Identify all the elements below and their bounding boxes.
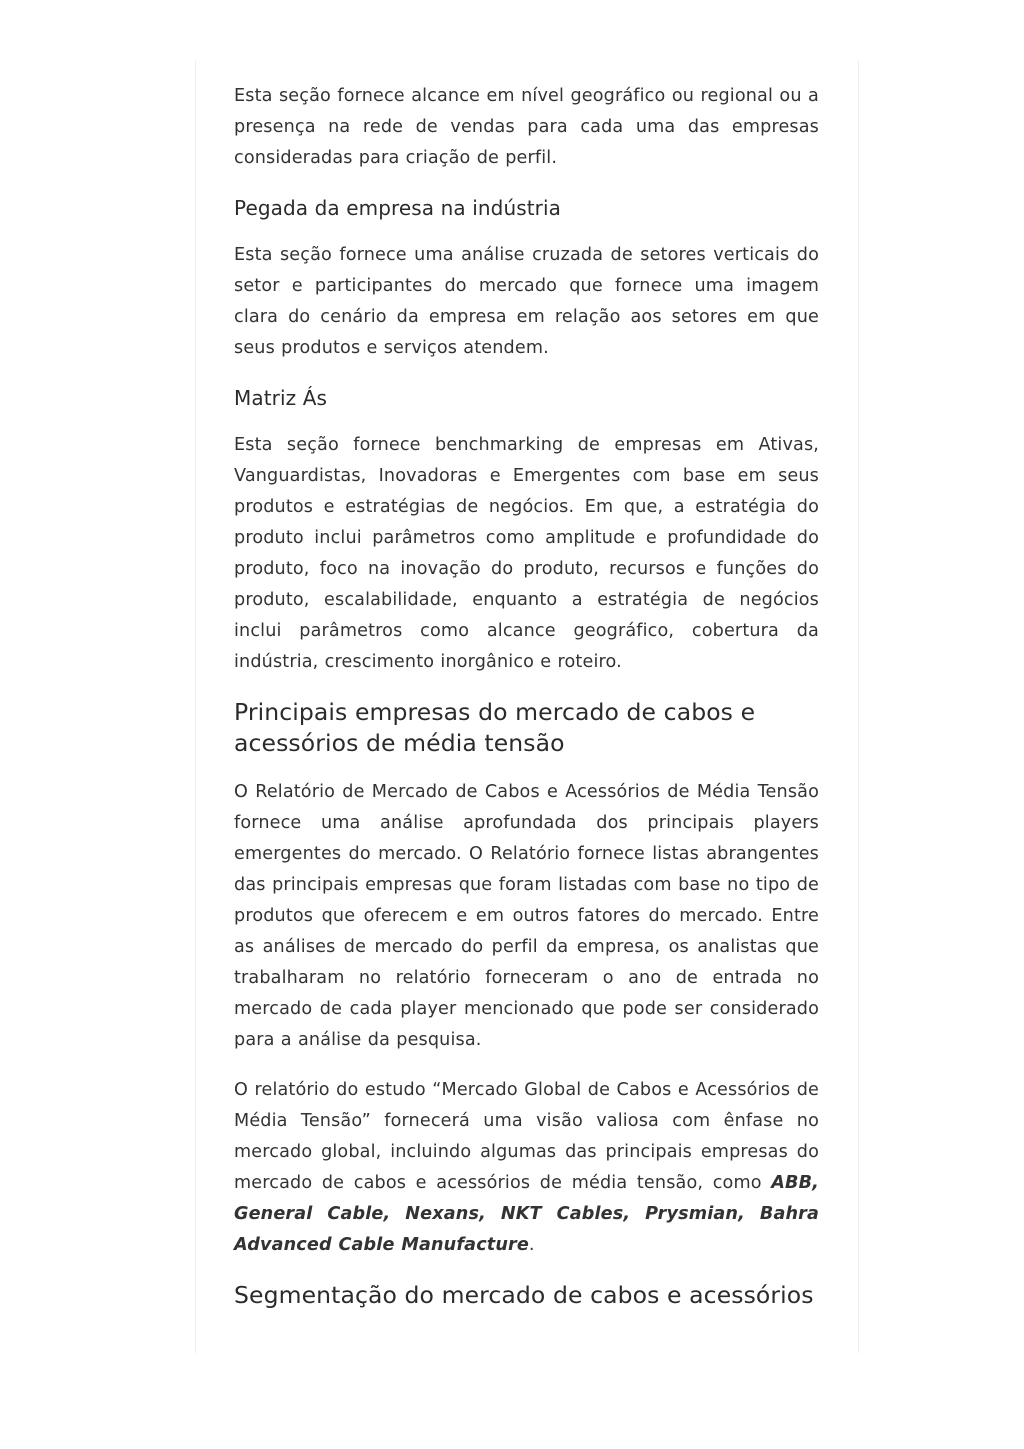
study-report-end: . <box>528 1235 535 1255</box>
document-content <box>234 81 819 1329</box>
document-page <box>195 60 859 1353</box>
paragraph-market-report: O Relatório de Mercado de Cabos e Acessórios de Média Tensão fornece uma análise aprofundada dos principais players emergentes do mercado. O Relatório fornece listas abrangentes das principais empresas que foram listadas com base no tipo de produtos que oferecem e em outros fatores do mercado. Entre as análises de mercado do perfil da empresa, os analistas que trabalharam no relatório forneceram o ano de entrada no mercado de cada player mencionado que pode ser considerado para a análise da pesquisa. <box>234 782 819 1050</box>
heading-ace-matrix: Matriz Ás <box>234 386 327 410</box>
company-list: ABB, General Cable, Nexans, NKT Cables, Prysmian, Bahra Advanced Cable Manufacture <box>234 1173 819 1255</box>
heading-top-companies: Principais empresas do mercado de cabos e acessórios de média tensão <box>234 698 756 757</box>
heading-company-footprint: Pegada da empresa na indústria <box>234 196 562 220</box>
paragraph-ace-matrix: Esta seção fornece benchmarking de empresas em Ativas, Vanguardistas, Inovadoras e Emergentes com base em seus produtos e estratégias de negócios. Em que, a estratégia do produto inclui parâmetros como amplitude e profundidade do produto, foco na inovação do produto, recursos e funções do produto, escalabilidade, enquanto a estratégia de negócios inclui parâmetros como alcance geográfico, cobertura da indústria, crescimento inorgânico e roteiro. <box>234 435 819 672</box>
study-report-text: O relatório do estudo “Mercado Global de Cabos e Acessórios de Média Tensão” fornecerá uma visão valiosa com ênfase no mercado global, incluindo algumas das principais empresas do mercado de cabos e acessórios de média tensão, como <box>234 1080 819 1193</box>
paragraph-study-report <box>234 1075 819 1261</box>
paragraph-regional-reach: Esta seção fornece alcance em nível geográfico ou regional ou a presença na rede de vendas para cada uma das empresas consideradas para criação de perfil. <box>234 86 819 168</box>
heading-market-segmentation: Segmentação do mercado de cabos e acessórios <box>234 1281 814 1309</box>
paragraph-industry-footprint: Esta seção fornece uma análise cruzada de setores verticais do setor e participantes do mercado que fornece uma imagem clara do cenário da empresa em relação aos setores em que seus produtos e serviços atendem. <box>234 245 819 358</box>
